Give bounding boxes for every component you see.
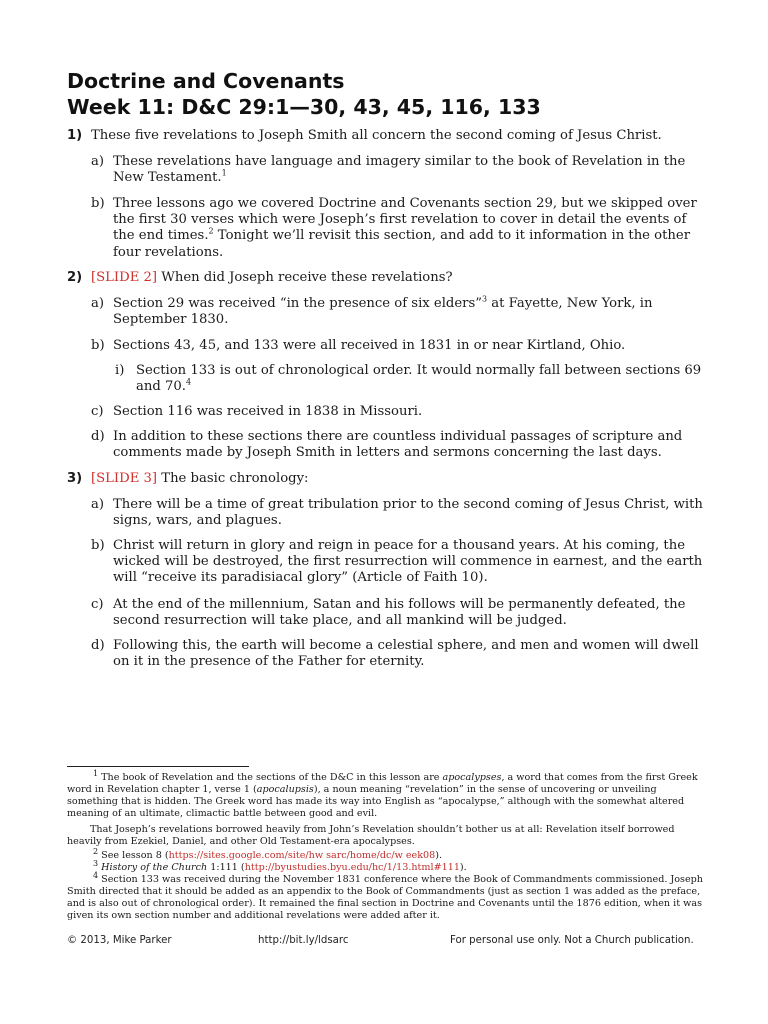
section-1b-text	[113, 196, 708, 261]
section-3d-label: d)	[91, 638, 105, 653]
footnote-2-text: See lesson 8 (	[98, 850, 169, 861]
footnote-1-text-c: ), a noun meaning “revelation” in the sense of uncovering or unveiling something that is hidden. The Greek word has made its way into English as “apocalypse,” although with the somewhat altered meaning of an ultimate, climactic battle between good and evil.	[67, 784, 685, 819]
section-2a-label: a)	[91, 296, 105, 311]
footnote-3	[67, 858, 707, 874]
section-3-text	[91, 471, 711, 487]
footnote-ref-1: 1	[221, 168, 227, 178]
footnote-ref-4: 4	[185, 377, 192, 387]
footnote-1-number: 1	[93, 768, 99, 778]
section-2c-text: Section 116 was received in 1838 in Missouri.	[113, 404, 423, 419]
footnote-1-text-a: The book of Revelation and the sections of the D&C in this lesson are	[98, 772, 443, 783]
section-2c-label: c)	[91, 404, 104, 419]
history-of-church-link[interactable]: http://byustudies.byu.edu/hc/1/13.html#111	[244, 862, 460, 873]
footer-notice: For personal use only. Not a Church publication.	[450, 935, 694, 946]
footnote-1-paragraph-2: That Joseph’s revelations borrowed heavily from John’s Revelation shouldn’t bother us at all: Revelation itself borrowed heavily from Ezekiel, Daniel, and other Old Testament-era apocalypses.	[67, 824, 675, 847]
section-1a-text	[113, 154, 708, 186]
section-2a-text	[113, 296, 708, 328]
footnote-ref-3: 3	[482, 294, 488, 304]
footnote-4-number: 4	[93, 870, 99, 880]
footnote-2	[67, 846, 707, 862]
section-2b-text: Sections 43, 45, and 133 were all received in 1831 in or near Kirtland, Ohio.	[113, 338, 626, 353]
section-2-number: 2)	[67, 270, 83, 285]
page-title	[67, 68, 541, 120]
section-3b-label: b)	[91, 538, 105, 553]
footnote-3-italic: History of the Church	[101, 862, 208, 873]
footnote-3-text: 1:111 (	[207, 862, 245, 873]
section-1b-label: b)	[91, 196, 105, 211]
section-2a-body-2: at Fayette, New York, in September 1830.	[113, 296, 653, 328]
footnote-1-italic-1: apocalypses	[442, 772, 502, 783]
section-2b-label: b)	[91, 338, 105, 353]
footnote-1	[67, 768, 707, 820]
section-2d-label: d)	[91, 429, 105, 444]
slide-2-marker: [SLIDE 2]	[91, 270, 158, 285]
section-1-text: These five revelations to Joseph Smith all concern the second coming of Jesus Christ.	[91, 128, 662, 143]
footnote-4-text: Section 133 was received during the November 1831 conference where the Book of Commandments commissioned. Joseph Smith directed that it should be added as an appendix to the Book of Commandments (just as section 1 was added as the preface, and is also out of chronological order). It remained the final section in Doctrine and Covenants until the 1876 edition, when it was given its own section number and additional revelations were added after it.	[67, 874, 703, 921]
footnote-4	[67, 870, 707, 922]
section-2-text	[91, 270, 711, 286]
footer-copyright: © 2013, Mike Parker	[67, 935, 172, 946]
section-3c-label: c)	[91, 597, 104, 612]
section-3c-text: At the end of the millennium, Satan and his follows will be permanently defeated, the second resurrection will take place, and all mankind will be judged.	[113, 597, 686, 629]
section-3a-label: a)	[91, 497, 105, 512]
footnote-2-number: 2	[93, 846, 99, 856]
section-1b-body-2: Tonight we’ll revisit this section, and add to it information in the other four revelations.	[113, 228, 691, 260]
footer-url[interactable]: http://bit.ly/ldsarc	[258, 935, 349, 946]
footnote-ref-2: 2	[208, 227, 214, 237]
footnote-divider	[67, 766, 249, 767]
section-1-number: 1)	[67, 128, 83, 143]
section-3b-text: Christ will return in glory and reign in peace for a thousand years. At his coming, the wicked will be destroyed, the first resurrection will commence in earnest, and the earth will “receive its paradisiacal glory” (Article of Faith 10).	[113, 538, 703, 586]
section-3a-text: There will be a time of great tribulation prior to the second coming of Jesus Christ, with signs, wars, and plagues.	[113, 497, 703, 529]
footnote-1-italic-2: apocalupsis	[256, 784, 314, 795]
section-3-body: The basic chronology:	[157, 471, 309, 486]
section-2a-body-1: Section 29 was received “in the presence of six elders”	[113, 296, 482, 311]
footnote-3-end: ).	[459, 862, 467, 873]
section-2d-text: In addition to these sections there are countless individual passages of scripture and comments made by Joseph Smith in letters and sermons concerning the last days.	[113, 429, 683, 461]
section-2-body: When did Joseph receive these revelations?	[157, 270, 453, 285]
footnote-1-text-b: , a word that comes from the first Greek word in Revelation chapter 1, verse 1 (	[67, 772, 698, 795]
section-2bi-label: i)	[115, 363, 125, 378]
title-line-2: Week 11: D&C 29:1—30, 43, 45, 116, 133	[67, 95, 541, 119]
slide-3-marker: [SLIDE 3]	[91, 471, 158, 486]
title-line-1: Doctrine and Covenants	[67, 69, 345, 93]
footnote-3-number: 3	[93, 858, 99, 868]
section-1a-label: a)	[91, 154, 105, 169]
section-1b-body-1: Three lessons ago we covered Doctrine and Covenants section 29, but we skipped over the first 30 verses which were Joseph’s first revelation to cover in detail the events of the end times.	[113, 196, 697, 244]
lesson-8-link[interactable]: https://sites.google.com/site/hw sarc/home/dc/w eek08	[168, 850, 436, 861]
section-2bi-text	[136, 363, 708, 395]
footnote-2-end: ).	[435, 850, 443, 861]
section-3d-text: Following this, the earth will become a celestial sphere, and men and women will dwell on it in the presence of the Father for eternity.	[113, 638, 699, 670]
section-1a-body: These revelations have language and imagery similar to the book of Revelation in the New Testament.	[113, 154, 686, 186]
section-2bi-body: Section 133 is out of chronological order. It would normally fall between sections 69 and 70.	[136, 363, 702, 395]
section-3-number: 3)	[67, 471, 83, 486]
